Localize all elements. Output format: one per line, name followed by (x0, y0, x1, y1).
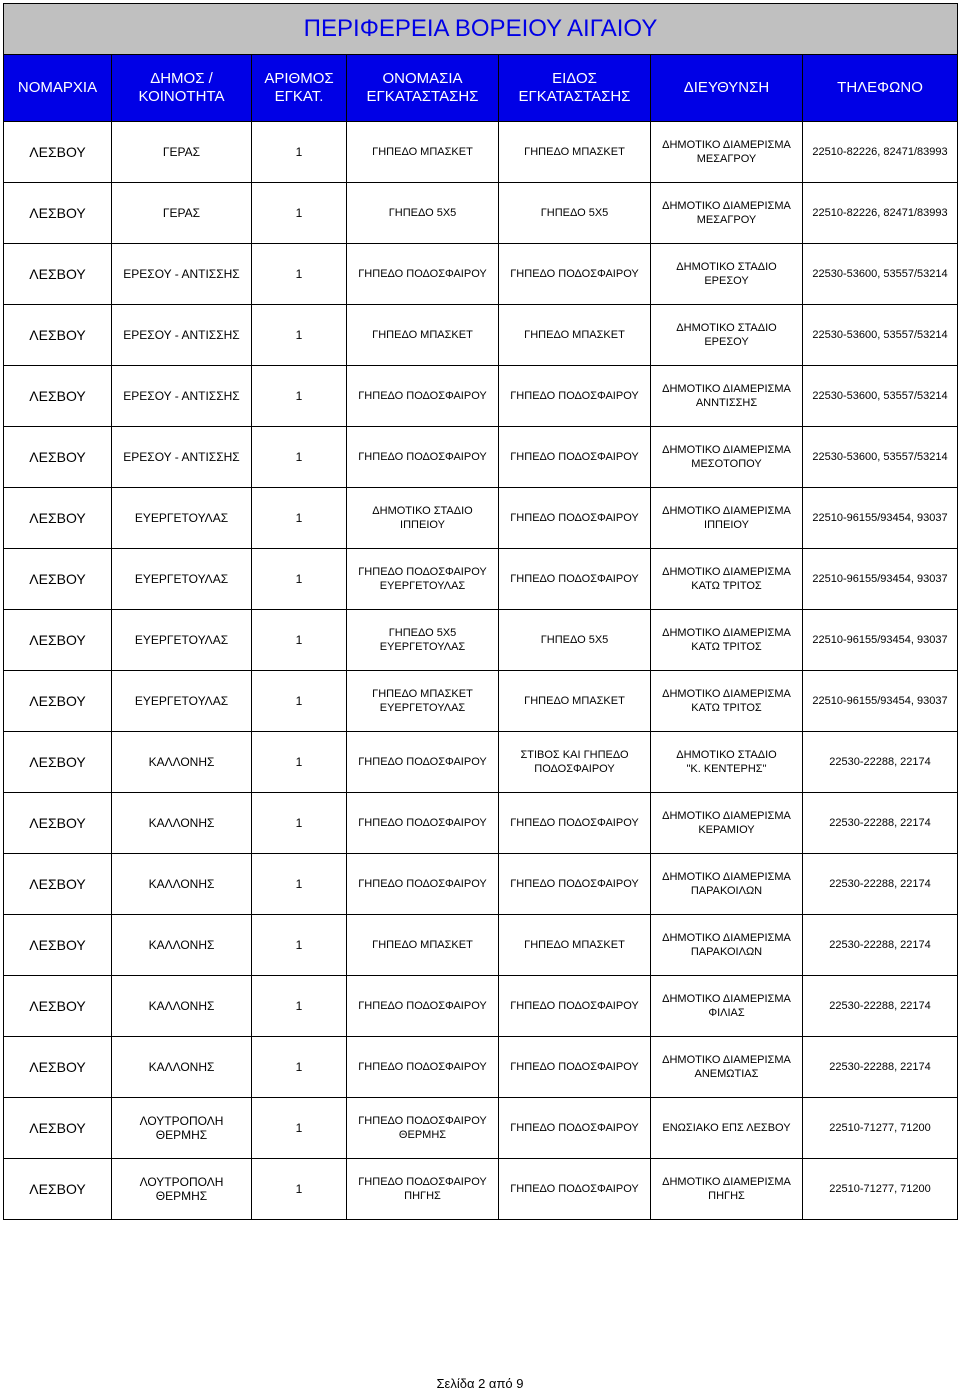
cell-facility-name: ΓΗΠΕΔΟ 5Χ5 ΕΥΕΡΓΕΤΟΥΛΑΣ (347, 610, 499, 671)
cell-phone: 22530-53600, 53557/53214 (803, 366, 958, 427)
cell-municipality: ΕΡΕΣΟΥ - ΑΝΤΙΣΣΗΣ (112, 244, 252, 305)
cell-address: ΔΗΜΟΤΙΚΟ ΣΤΑΔΙΟ ΕΡΕΣΟΥ (651, 305, 803, 366)
column-header-facility-name: ΟΝΟΜΑΣΙΑ ΕΓΚΑΤΑΣΤΑΣΗΣ (347, 55, 499, 122)
title-row (4, 4, 958, 55)
cell-facility-type: ΓΗΠΕΔΟ ΠΟΔΟΣΦΑΙΡΟΥ (499, 976, 651, 1037)
column-header-prefecture: ΝΟΜΑΡΧΙΑ (4, 55, 112, 122)
cell-address: ΔΗΜΟΤΙΚΟ ΔΙΑΜΕΡΙΣΜΑ ΠΗΓΗΣ (651, 1159, 803, 1220)
cell-municipality: ΕΡΕΣΟΥ - ΑΝΤΙΣΣΗΣ (112, 427, 252, 488)
table-row (4, 1098, 958, 1159)
cell-facility-type: ΓΗΠΕΔΟ ΠΟΔΟΣΦΑΙΡΟΥ (499, 1037, 651, 1098)
cell-facility-name: ΓΗΠΕΔΟ ΠΟΔΟΣΦΑΙΡΟΥ (347, 976, 499, 1037)
cell-facility-number: 1 (252, 1159, 347, 1220)
cell-facility-type: ΓΗΠΕΔΟ ΜΠΑΣΚΕΤ (499, 122, 651, 183)
cell-address: ΔΗΜΟΤΙΚΟ ΣΤΑΔΙΟ "Κ. ΚΕΝΤΕΡΗΣ" (651, 732, 803, 793)
cell-facility-type: ΓΗΠΕΔΟ ΠΟΔΟΣΦΑΙΡΟΥ (499, 1098, 651, 1159)
column-header-municipality: ΔΗΜΟΣ / ΚΟΙΝΟΤΗΤΑ (112, 55, 252, 122)
cell-municipality: ΕΥΕΡΓΕΤΟΥΛΑΣ (112, 610, 252, 671)
cell-prefecture: ΛΕΣΒΟΥ (4, 1098, 112, 1159)
table-row (4, 122, 958, 183)
table-row (4, 976, 958, 1037)
cell-facility-type: ΓΗΠΕΔΟ ΠΟΔΟΣΦΑΙΡΟΥ (499, 1159, 651, 1220)
cell-facility-number: 1 (252, 732, 347, 793)
cell-facility-number: 1 (252, 183, 347, 244)
cell-facility-type: ΓΗΠΕΔΟ ΠΟΔΟΣΦΑΙΡΟΥ (499, 854, 651, 915)
table-row (4, 183, 958, 244)
cell-address: ΔΗΜΟΤΙΚΟ ΔΙΑΜΕΡΙΣΜΑ ΚΑΤΩ ΤΡΙΤΟΣ (651, 610, 803, 671)
cell-facility-number: 1 (252, 671, 347, 732)
cell-phone: 22530-22288, 22174 (803, 976, 958, 1037)
cell-facility-name: ΓΗΠΕΔΟ 5Χ5 (347, 183, 499, 244)
cell-facility-number: 1 (252, 366, 347, 427)
cell-facility-name: ΓΗΠΕΔΟ ΠΟΔΟΣΦΑΙΡΟΥ (347, 732, 499, 793)
page-title: ΠΕΡΙΦΕΡΕΙΑ ΒΟΡΕΙΟΥ ΑΙΓΑΙΟΥ (4, 4, 958, 55)
cell-address: ΔΗΜΟΤΙΚΟ ΔΙΑΜΕΡΙΣΜΑ ΜΕΣΑΓΡΟΥ (651, 122, 803, 183)
cell-phone: 22510-96155/93454, 93037 (803, 671, 958, 732)
cell-phone: 22530-53600, 53557/53214 (803, 305, 958, 366)
cell-municipality: ΕΥΕΡΓΕΤΟΥΛΑΣ (112, 488, 252, 549)
cell-prefecture: ΛΕΣΒΟΥ (4, 549, 112, 610)
cell-facility-type: ΓΗΠΕΔΟ 5Χ5 (499, 610, 651, 671)
cell-address: ΔΗΜΟΤΙΚΟ ΔΙΑΜΕΡΙΣΜΑ ΠΑΡΑΚΟΙΛΩΝ (651, 915, 803, 976)
cell-facility-name: ΓΗΠΕΔΟ ΠΟΔΟΣΦΑΙΡΟΥ (347, 427, 499, 488)
cell-prefecture: ΛΕΣΒΟΥ (4, 793, 112, 854)
cell-municipality: ΚΑΛΛΟΝΗΣ (112, 732, 252, 793)
cell-facility-name: ΓΗΠΕΔΟ ΜΠΑΣΚΕΤ (347, 122, 499, 183)
cell-prefecture: ΛΕΣΒΟΥ (4, 732, 112, 793)
table-row (4, 854, 958, 915)
cell-municipality: ΛΟΥΤΡΟΠΟΛΗ ΘΕΡΜΗΣ (112, 1098, 252, 1159)
cell-municipality: ΚΑΛΛΟΝΗΣ (112, 1037, 252, 1098)
cell-facility-type: ΓΗΠΕΔΟ 5Χ5 (499, 183, 651, 244)
cell-prefecture: ΛΕΣΒΟΥ (4, 366, 112, 427)
cell-facility-name: ΓΗΠΕΔΟ ΠΟΔΟΣΦΑΙΡΟΥ (347, 244, 499, 305)
cell-prefecture: ΛΕΣΒΟΥ (4, 122, 112, 183)
cell-facility-number: 1 (252, 976, 347, 1037)
cell-address: ΔΗΜΟΤΙΚΟ ΔΙΑΜΕΡΙΣΜΑ ΚΑΤΩ ΤΡΙΤΟΣ (651, 671, 803, 732)
table-row (4, 610, 958, 671)
cell-municipality: ΕΥΕΡΓΕΤΟΥΛΑΣ (112, 549, 252, 610)
cell-facility-type: ΣΤΙΒΟΣ ΚΑΙ ΓΗΠΕΔΟ ΠΟΔΟΣΦΑΙΡΟΥ (499, 732, 651, 793)
cell-municipality: ΚΑΛΛΟΝΗΣ (112, 793, 252, 854)
cell-prefecture: ΛΕΣΒΟΥ (4, 671, 112, 732)
cell-facility-number: 1 (252, 1098, 347, 1159)
cell-facility-name: ΓΗΠΕΔΟ ΠΟΔΟΣΦΑΙΡΟΥ (347, 1037, 499, 1098)
cell-address: ΔΗΜΟΤΙΚΟ ΔΙΑΜΕΡΙΣΜΑ ΚΑΤΩ ΤΡΙΤΟΣ (651, 549, 803, 610)
cell-facility-name: ΓΗΠΕΔΟ ΜΠΑΣΚΕΤ (347, 305, 499, 366)
cell-facility-name: ΓΗΠΕΔΟ ΠΟΔΟΣΦΑΙΡΟΥ (347, 854, 499, 915)
cell-facility-number: 1 (252, 610, 347, 671)
column-header-address: ΔΙΕΥΘΥΝΣΗ (651, 55, 803, 122)
cell-facility-type: ΓΗΠΕΔΟ ΠΟΔΟΣΦΑΙΡΟΥ (499, 793, 651, 854)
cell-facility-number: 1 (252, 854, 347, 915)
cell-facility-name: ΔΗΜΟΤΙΚΟ ΣΤΑΔΙΟ ΙΠΠΕΙΟΥ (347, 488, 499, 549)
cell-prefecture: ΛΕΣΒΟΥ (4, 244, 112, 305)
cell-prefecture: ΛΕΣΒΟΥ (4, 183, 112, 244)
facilities-table (3, 3, 958, 1220)
cell-facility-type: ΓΗΠΕΔΟ ΠΟΔΟΣΦΑΙΡΟΥ (499, 366, 651, 427)
cell-municipality: ΓΕΡΑΣ (112, 122, 252, 183)
cell-phone: 22510-82226, 82471/83993 (803, 122, 958, 183)
cell-prefecture: ΛΕΣΒΟΥ (4, 976, 112, 1037)
cell-prefecture: ΛΕΣΒΟΥ (4, 915, 112, 976)
cell-prefecture: ΛΕΣΒΟΥ (4, 488, 112, 549)
cell-facility-type: ΓΗΠΕΔΟ ΠΟΔΟΣΦΑΙΡΟΥ (499, 427, 651, 488)
cell-municipality: ΚΑΛΛΟΝΗΣ (112, 976, 252, 1037)
cell-phone: 22530-22288, 22174 (803, 1037, 958, 1098)
cell-facility-type: ΓΗΠΕΔΟ ΜΠΑΣΚΕΤ (499, 305, 651, 366)
cell-municipality: ΕΡΕΣΟΥ - ΑΝΤΙΣΣΗΣ (112, 305, 252, 366)
cell-municipality: ΚΑΛΛΟΝΗΣ (112, 854, 252, 915)
cell-address: ΔΗΜΟΤΙΚΟ ΣΤΑΔΙΟ ΕΡΕΣΟΥ (651, 244, 803, 305)
cell-facility-name: ΓΗΠΕΔΟ ΠΟΔΟΣΦΑΙΡΟΥ ΘΕΡΜΗΣ (347, 1098, 499, 1159)
cell-phone: 22530-22288, 22174 (803, 854, 958, 915)
cell-facility-number: 1 (252, 915, 347, 976)
cell-facility-name: ΓΗΠΕΔΟ ΜΠΑΣΚΕΤ ΕΥΕΡΓΕΤΟΥΛΑΣ (347, 671, 499, 732)
cell-municipality: ΕΡΕΣΟΥ - ΑΝΤΙΣΣΗΣ (112, 366, 252, 427)
cell-facility-type: ΓΗΠΕΔΟ ΠΟΔΟΣΦΑΙΡΟΥ (499, 549, 651, 610)
table-row (4, 244, 958, 305)
cell-phone: 22510-71277, 71200 (803, 1098, 958, 1159)
table-row (4, 366, 958, 427)
cell-phone: 22510-96155/93454, 93037 (803, 488, 958, 549)
cell-municipality: ΕΥΕΡΓΕΤΟΥΛΑΣ (112, 671, 252, 732)
cell-phone: 22530-53600, 53557/53214 (803, 427, 958, 488)
table-row (4, 427, 958, 488)
cell-prefecture: ΛΕΣΒΟΥ (4, 427, 112, 488)
table-row (4, 915, 958, 976)
cell-phone: 22530-22288, 22174 (803, 732, 958, 793)
cell-facility-name: ΓΗΠΕΔΟ ΠΟΔΟΣΦΑΙΡΟΥ (347, 366, 499, 427)
cell-phone: 22510-96155/93454, 93037 (803, 549, 958, 610)
document-sheet (3, 3, 957, 1220)
cell-facility-number: 1 (252, 122, 347, 183)
cell-facility-type: ΓΗΠΕΔΟ ΜΠΑΣΚΕΤ (499, 915, 651, 976)
cell-municipality: ΛΟΥΤΡΟΠΟΛΗ ΘΕΡΜΗΣ (112, 1159, 252, 1220)
cell-address: ΔΗΜΟΤΙΚΟ ΔΙΑΜΕΡΙΣΜΑ ΑΝΝΤΙΣΣΗΣ (651, 366, 803, 427)
cell-facility-type: ΓΗΠΕΔΟ ΠΟΔΟΣΦΑΙΡΟΥ (499, 488, 651, 549)
column-header-facility-type: ΕΙΔΟΣ ΕΓΚΑΤΑΣΤΑΣΗΣ (499, 55, 651, 122)
cell-prefecture: ΛΕΣΒΟΥ (4, 305, 112, 366)
cell-municipality: ΚΑΛΛΟΝΗΣ (112, 915, 252, 976)
table-row (4, 1037, 958, 1098)
cell-facility-number: 1 (252, 1037, 347, 1098)
cell-facility-name: ΓΗΠΕΔΟ ΠΟΔΟΣΦΑΙΡΟΥ ΠΗΓΗΣ (347, 1159, 499, 1220)
cell-facility-number: 1 (252, 244, 347, 305)
cell-prefecture: ΛΕΣΒΟΥ (4, 1159, 112, 1220)
cell-address: ΕΝΩΣΙΑΚΟ ΕΠΣ ΛΕΣΒΟΥ (651, 1098, 803, 1159)
cell-facility-number: 1 (252, 427, 347, 488)
table-row (4, 793, 958, 854)
cell-municipality: ΓΕΡΑΣ (112, 183, 252, 244)
header-row (4, 55, 958, 122)
cell-facility-type: ΓΗΠΕΔΟ ΠΟΔΟΣΦΑΙΡΟΥ (499, 244, 651, 305)
cell-phone: 22510-71277, 71200 (803, 1159, 958, 1220)
cell-address: ΔΗΜΟΤΙΚΟ ΔΙΑΜΕΡΙΣΜΑ ΦΙΛΙΑΣ (651, 976, 803, 1037)
cell-phone: 22530-53600, 53557/53214 (803, 244, 958, 305)
table-row (4, 549, 958, 610)
cell-address: ΔΗΜΟΤΙΚΟ ΔΙΑΜΕΡΙΣΜΑ ΜΕΣΑΓΡΟΥ (651, 183, 803, 244)
cell-prefecture: ΛΕΣΒΟΥ (4, 854, 112, 915)
page-number: Σελίδα 2 από 9 (436, 1376, 524, 1391)
cell-facility-number: 1 (252, 549, 347, 610)
table-row (4, 488, 958, 549)
cell-facility-name: ΓΗΠΕΔΟ ΠΟΔΟΣΦΑΙΡΟΥ ΕΥΕΡΓΕΤΟΥΛΑΣ (347, 549, 499, 610)
table-row (4, 671, 958, 732)
cell-prefecture: ΛΕΣΒΟΥ (4, 610, 112, 671)
table-row (4, 1159, 958, 1220)
table-body (4, 122, 958, 1220)
column-header-facility-number: ΑΡΙΘΜΟΣ ΕΓΚΑΤ. (252, 55, 347, 122)
cell-facility-name: ΓΗΠΕΔΟ ΠΟΔΟΣΦΑΙΡΟΥ (347, 793, 499, 854)
cell-facility-type: ΓΗΠΕΔΟ ΜΠΑΣΚΕΤ (499, 671, 651, 732)
table-row (4, 732, 958, 793)
cell-address: ΔΗΜΟΤΙΚΟ ΔΙΑΜΕΡΙΣΜΑ ΚΕΡΑΜΙΟΥ (651, 793, 803, 854)
cell-phone: 22530-22288, 22174 (803, 793, 958, 854)
column-header-phone: ΤΗΛΕΦΩΝΟ (803, 55, 958, 122)
cell-phone: 22510-96155/93454, 93037 (803, 610, 958, 671)
cell-address: ΔΗΜΟΤΙΚΟ ΔΙΑΜΕΡΙΣΜΑ ΙΠΠΕΙΟΥ (651, 488, 803, 549)
cell-address: ΔΗΜΟΤΙΚΟ ΔΙΑΜΕΡΙΣΜΑ ΜΕΣΟΤΟΠΟΥ (651, 427, 803, 488)
cell-phone: 22510-82226, 82471/83993 (803, 183, 958, 244)
cell-prefecture: ΛΕΣΒΟΥ (4, 1037, 112, 1098)
cell-facility-number: 1 (252, 488, 347, 549)
cell-facility-number: 1 (252, 793, 347, 854)
table-row (4, 305, 958, 366)
cell-address: ΔΗΜΟΤΙΚΟ ΔΙΑΜΕΡΙΣΜΑ ΠΑΡΑΚΟΙΛΩΝ (651, 854, 803, 915)
cell-facility-name: ΓΗΠΕΔΟ ΜΠΑΣΚΕΤ (347, 915, 499, 976)
cell-facility-number: 1 (252, 305, 347, 366)
cell-phone: 22530-22288, 22174 (803, 915, 958, 976)
cell-address: ΔΗΜΟΤΙΚΟ ΔΙΑΜΕΡΙΣΜΑ ΑΝΕΜΩΤΙΑΣ (651, 1037, 803, 1098)
